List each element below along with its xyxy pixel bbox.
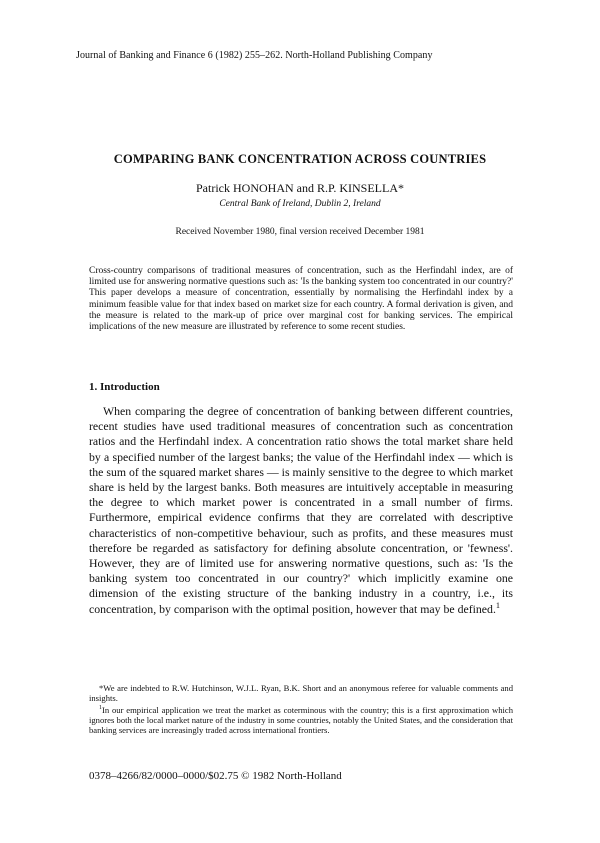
received-dates: Received November 1980, final version received December 1981 [175, 227, 425, 237]
affiliation: Central Bank of Ireland, Dublin 2, Ireland [219, 199, 381, 209]
section-heading: 1. Introduction [89, 381, 160, 393]
footnotes [89, 683, 513, 736]
footnote-1-text: In our empirical application we treat the market as coterminous with the country; this is a first approximation which ignores both the local market nature of the industry in some countries, notably the United States, and the consideration that banking services are increasingly traded across international frontiers. [89, 704, 513, 736]
journal-header: Journal of Banking and Finance 6 (1982) 255–262. North-Holland Publishing Company [76, 50, 433, 61]
footnote-acknowledgement: *We are indebted to R.W. Hutchinson, W.J.L. Ryan, B.K. Short and an anonymous referee for valuable comments and insights. [89, 683, 513, 704]
paragraph-text: When comparing the degree of concentration of banking between different countries, recent studies have used traditional measures of concentration such as concentration ratios and the Herfindahl index. A concentration ratio shows the total market share held by a specified number of the largest banks; the value of the Herfindahl index — which is the sum of the squared market shares — is mainly sensitive to the degree to which market share is held by the largest banks. Both measures are intuitively acceptable in measuring the degree to which market power is concentrated in a small number of firms. Furthermore, empirical evidence confirms that they are correlated with descriptive characteristics of non-competitive behaviour, such as profits, and these measures must therefore be regarded as satisfactory for defining absolute concentration, or 'fewness'. However, they are of limited use for answering normative questions, such as: 'Is the banking system too concentrated in our country?' which implicitly examine one dimension of the existing structure of the banking industry in a country, i.e., its concentration, by comparison with the optimal position, however that may be defined. [89, 404, 513, 616]
footnote-1-marker: 1 [99, 704, 103, 711]
authors: Patrick HONOHAN and R.P. KINSELLA* [196, 181, 404, 195]
paper-title: COMPARING BANK CONCENTRATION ACROSS COUNTRIES [113, 152, 487, 166]
footnote-marker: 1 [495, 600, 501, 610]
body-text [89, 404, 513, 617]
abstract: Cross-country comparisons of traditional measures of concentration, such as the Herfindahl index, are of limited use for answering normative questions such as: 'Is the banking system too concentrated in our country?' This paper develops a measure of concentration, essentially by normalising the Herfindahl index by a minimum feasible value for that index based on market size for each country. A formal derivation is given, and the measure is related to the mark-up of price over marginal cost for banking services. The empirical implications of the new measure are illustrated by reference to some recent studies. [89, 266, 513, 333]
paragraph [89, 404, 513, 617]
footnote-1 [89, 705, 513, 736]
copyright-footer: 0378–4266/82/0000–0000/$02.75 © 1982 North-Holland [89, 770, 342, 782]
